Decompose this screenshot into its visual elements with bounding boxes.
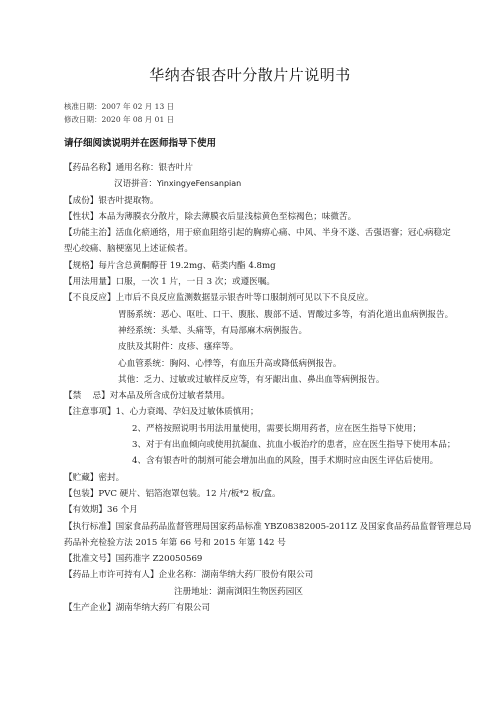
caution-item: 4、含有银杏叶的制剂可能会增加出血的风险，围手术期时应由医生评估后使用。 bbox=[132, 456, 439, 467]
section-appearance bbox=[64, 209, 444, 225]
indication-text: 活血化瘀通络，用于瘀血阻络引起的胸痹心痛、中风、半身不遂、舌强语謇；冠心病稳定 bbox=[115, 228, 451, 239]
section-indication bbox=[64, 225, 451, 241]
manufacturer-name: 湖南华纳大药厂有限公司 bbox=[115, 603, 211, 614]
ingredients-text: 银杏叶提取物。 bbox=[98, 195, 159, 206]
section-label: 【注意事项】 bbox=[64, 407, 116, 418]
adverse-other: 其他：乏力、过敏或过敏样反应等，有牙龈出血、鼻出血等病例报告。 bbox=[118, 374, 385, 385]
section-usage bbox=[64, 274, 444, 290]
document-dates bbox=[64, 100, 174, 126]
leaflet-body bbox=[64, 160, 472, 616]
approval-date: 核准日期：2007 年 02 月 13 日 bbox=[64, 102, 175, 111]
storage-text: 密封。 bbox=[98, 472, 125, 483]
section-label: 【药品名称】 bbox=[64, 163, 116, 173]
adverse-nerve: 神经系统：头晕、头痛等，有局部麻木病例报告。 bbox=[118, 325, 308, 336]
standard-continued: 药品补充检验方法 2015 年第 66 号和 2015 年第 142 号 bbox=[64, 537, 286, 548]
spec-text: 每片含总黄酮醇苷 19.2mg、萜类内酯 4.8mg bbox=[98, 260, 276, 271]
section-spec bbox=[64, 258, 444, 274]
section-ingredients bbox=[64, 193, 444, 209]
section-label: 【批准文号】 bbox=[64, 554, 116, 565]
indication-continued: 型心绞痛、脑梗塞见上述证候者。 bbox=[64, 244, 193, 255]
section-label: 【规格】 bbox=[64, 260, 99, 271]
section-label: 【生产企业】 bbox=[64, 603, 116, 614]
section-validity bbox=[64, 502, 444, 518]
validity-text: 36 个月 bbox=[106, 505, 138, 516]
adverse-gi: 胃肠系统：恶心、呕吐、口干、腹胀、腹部不适、胃酸过多等，有消化道出血病例报告。 bbox=[118, 309, 454, 320]
holder-name: 企业名称：湖南华纳大药厂股份有限公司 bbox=[158, 570, 314, 581]
section-standard bbox=[64, 519, 472, 535]
holder-address: 注册地址：湖南浏阳生物医药园区 bbox=[174, 586, 303, 597]
pinyin-value: YinxingyeFensanpian bbox=[156, 179, 242, 189]
usage-notice: 请仔细阅读说明并在医师指导下使用 bbox=[64, 138, 217, 149]
appearance-text: 本品为薄膜衣分散片，除去薄膜衣后显浅棕黄色至棕褐色；味微苦。 bbox=[98, 211, 357, 222]
section-label: 【功能主治】 bbox=[64, 228, 116, 239]
section-package bbox=[64, 486, 444, 502]
usage-text: 口服，一次 1 片，一日 3 次；或遵医嘱。 bbox=[115, 277, 275, 288]
name-pinyin-line bbox=[64, 176, 444, 192]
section-approval-number bbox=[64, 551, 444, 567]
pinyin-label: 汉语拼音： bbox=[114, 179, 157, 190]
section-caution bbox=[64, 404, 444, 420]
section-label: 【包装】 bbox=[64, 488, 99, 499]
section-label: 【有效期】 bbox=[64, 505, 107, 516]
section-label: 【禁 忌】 bbox=[64, 391, 110, 402]
section-label: 【用法用量】 bbox=[64, 277, 116, 288]
section-label: 【性状】 bbox=[64, 211, 99, 222]
revision-date: 修改日期：2020 年 08 月 01 日 bbox=[64, 115, 175, 124]
name-common: 通用名称：银杏叶片 bbox=[115, 163, 193, 173]
approval-number: 国药准字 Z20050569 bbox=[115, 554, 203, 565]
section-manufacturer bbox=[64, 600, 444, 616]
section-holder bbox=[64, 567, 444, 583]
package-text: PVC 硬片、铝箔泡罩包装。12 片/板*2 板/盒。 bbox=[98, 488, 281, 499]
standard-text: 国家食品药品监督管理局国家药品标准 YBZ08382005-2011Z 及国家食品药品监督管理总局 bbox=[115, 521, 472, 532]
section-label: 【药品上市许可持有人】 bbox=[64, 570, 159, 581]
document-title: 华纳杏银杏叶分散片片说明书 bbox=[149, 66, 351, 84]
section-label: 【成份】 bbox=[64, 195, 99, 206]
section-label: 【贮藏】 bbox=[64, 472, 99, 483]
section-storage bbox=[64, 470, 444, 486]
section-name bbox=[64, 160, 444, 176]
adverse-intro: 上市后不良反应监测数据显示银杏叶等口服制剂可见以下不良反应。 bbox=[115, 293, 374, 304]
caution-item: 2、严格按照说明书用法用量使用，需要长期用药者，应在医生指导下使用； bbox=[132, 423, 422, 434]
adverse-skin: 皮肤及其附件：皮疹、瘙痒等。 bbox=[118, 342, 239, 353]
section-label: 【执行标准】 bbox=[64, 521, 116, 532]
adverse-heart: 心血管系统：胸闷、心悸等，有血压升高或降低病例报告。 bbox=[118, 358, 342, 369]
section-contraindication bbox=[64, 388, 444, 404]
caution-item: 3、对于有出血倾向或使用抗凝血、抗血小板治疗的患者，应在医生指导下使用本品； bbox=[132, 440, 456, 451]
section-label: 【不良反应】 bbox=[64, 293, 116, 304]
caution-item: 1、心力衰竭、孕妇及过敏体质慎用； bbox=[115, 407, 259, 418]
section-adverse bbox=[64, 290, 444, 306]
contra-text: 对本品及所含成份过敏者禁用。 bbox=[109, 391, 231, 402]
